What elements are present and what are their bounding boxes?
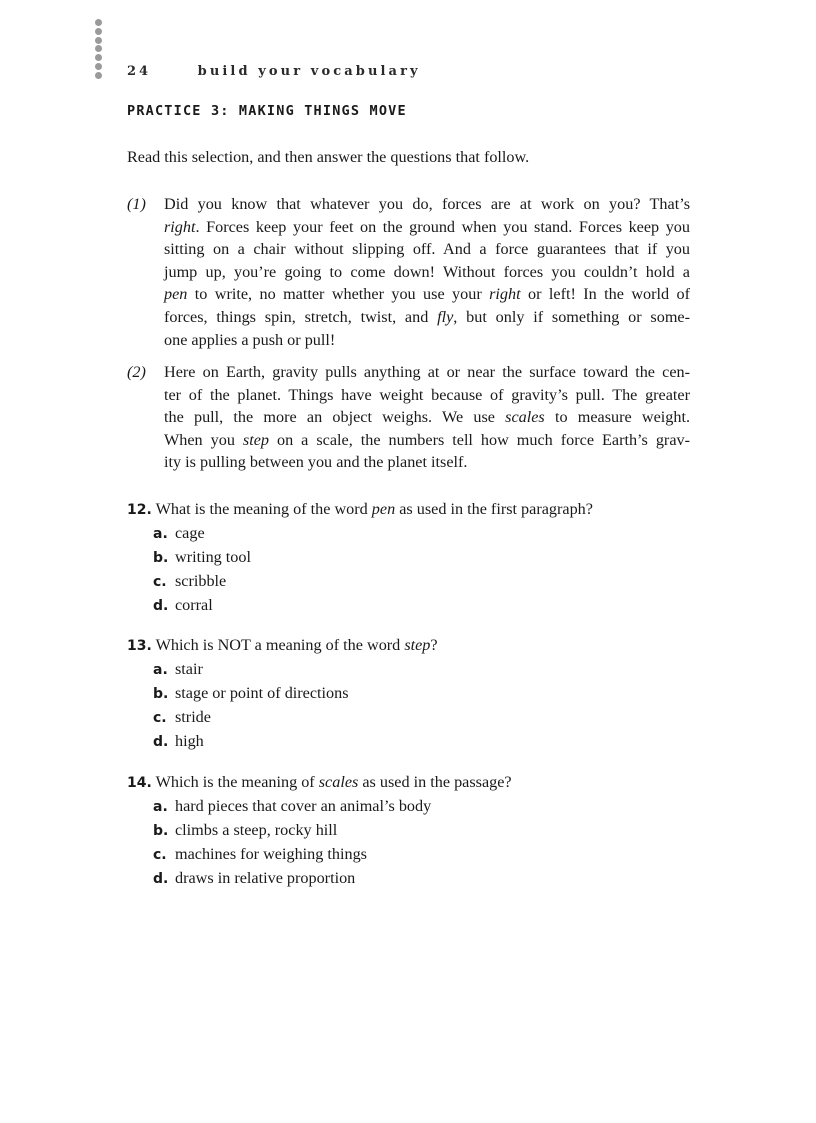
dot-ornament [95,45,102,52]
intro-instructions: Read this selection, and then answer the questions that follow. [127,148,530,166]
italic-term: step [404,636,431,654]
option-text: high [175,732,204,750]
italic-term: right [164,217,196,236]
option-text: writing tool [175,548,251,566]
answer-option [153,594,593,618]
page-number: 24 [127,64,152,79]
answer-option [153,546,593,570]
passage-paragraph-2 [127,361,690,474]
option-text: draws in relative proportion [175,869,356,887]
question-stem: 14. Which is the meaning of scales as used in the passage? [127,773,512,791]
option-letter: c. [153,574,167,590]
answer-option [153,795,512,819]
practice-title: PRACTICE 3: MAKING THINGS MOVE [127,103,407,119]
answer-option [153,843,512,867]
decorative-dots [95,19,103,81]
paragraph-number: (2) [127,363,146,381]
answer-options [153,522,593,618]
dot-ornament [95,63,102,70]
italic-term: scales [505,408,545,427]
book-title: build your vocabulary [197,64,421,79]
italic-term: pen [371,500,396,518]
passage-line: pen to write, no matter whether you use your right or left! In the world of [164,285,690,304]
dot-ornament [95,37,102,44]
passage-line: Here on Earth, gravity pulls anything at or near the surface toward the cen- [164,363,690,381]
option-letter: c. [153,710,167,726]
option-text: stair [175,660,203,678]
option-letter: a. [153,526,168,542]
answer-option [153,867,512,891]
option-text: corral [175,596,213,614]
dot-ornament [95,28,102,35]
option-text: machines for weighing things [175,845,367,863]
option-letter: d. [153,871,169,887]
option-letter: c. [153,847,167,863]
passage-paragraph-1 [127,193,690,351]
passage-line: right. Forces keep your feet on the ground when you stand. Forces keep you [164,217,690,236]
passage-line: ter of the planet. Things have weight because of gravity’s pull. The greater [164,385,690,404]
answer-option [153,570,593,594]
option-letter: b. [153,686,169,702]
question-number: 13. [127,638,152,654]
passage-line: Did you know that whatever you do, forces are at work on you? That’s [164,195,690,213]
passage-line: When you step on a scale, the numbers tell how much force Earth’s grav- [164,430,690,449]
question-13 [127,634,438,754]
option-text: cage [175,524,205,542]
answer-option [153,682,438,706]
dot-ornament [95,72,102,79]
italic-term: scales [318,773,359,791]
option-text: stride [175,708,211,726]
option-text: scribble [175,572,227,590]
italic-term: fly [437,307,454,326]
question-12 [127,498,593,618]
question-14 [127,771,512,891]
passage-line: one applies a push or pull! [164,330,336,349]
passage-line: ity is pulling between you and the planet itself. [164,453,468,472]
paragraph-number: (1) [127,195,146,213]
option-letter: a. [153,662,168,678]
option-letter: b. [153,823,169,839]
answer-option [153,658,438,682]
question-stem: 12. What is the meaning of the word pen as used in the first paragraph? [127,500,593,518]
option-letter: d. [153,734,169,750]
paragraph-text [164,193,690,351]
italic-term: right [489,285,521,304]
option-text: stage or point of directions [175,684,349,702]
answer-options [153,795,512,891]
option-letter: d. [153,598,169,614]
dot-ornament [95,54,102,61]
question-number: 14. [127,775,152,791]
passage-line: the pull, the more an object weighs. We use scales to measure weight. [164,408,691,427]
question-stem: 13. Which is NOT a meaning of the word step? [127,636,438,654]
question-number: 12. [127,502,152,518]
option-text: hard pieces that cover an animal’s body [175,797,432,815]
paragraph-text [164,361,690,474]
option-text: climbs a steep, rocky hill [175,821,338,839]
answer-option [153,706,438,730]
running-head [127,64,421,79]
passage-line: sitting on a chair without slipping off. And a force guarantees that if you [164,240,690,259]
passage-line: forces, things spin, stretch, twist, and fly, but only if something or some- [164,307,690,326]
option-letter: a. [153,799,168,815]
answer-option [153,522,593,546]
answer-option [153,819,512,843]
answer-option [153,730,438,754]
italic-term: step [242,430,269,449]
dot-ornament [95,19,102,26]
passage-line: jump up, you’re going to come down! Without forces you couldn’t hold a [164,262,690,281]
italic-term: pen [164,285,188,304]
answer-options [153,658,438,754]
option-letter: b. [153,550,169,566]
